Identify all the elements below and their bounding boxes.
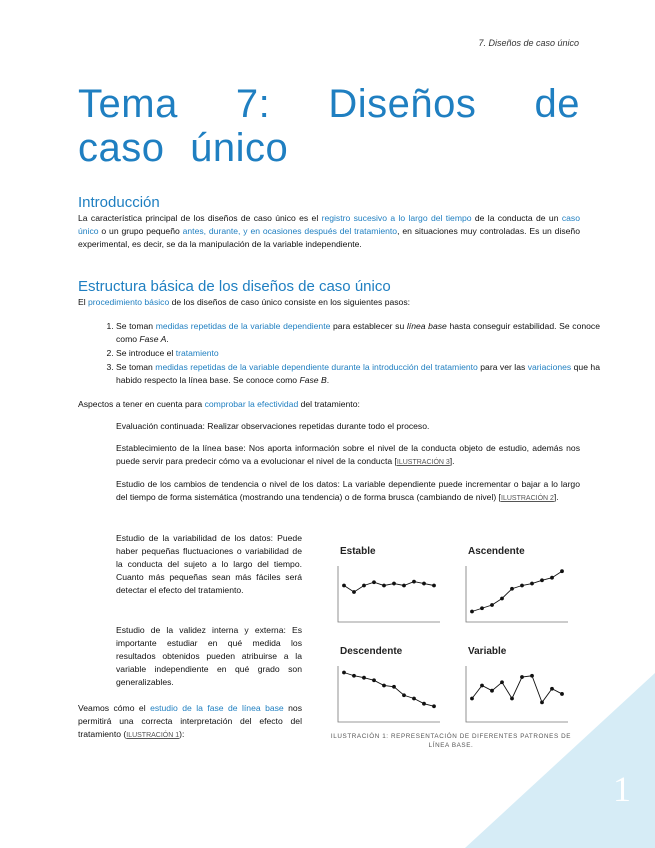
data-point [470,610,474,614]
data-point [402,693,406,697]
data-point [422,582,426,586]
data-point [520,675,524,679]
panel-axes [466,666,568,722]
data-point [362,584,366,588]
data-point [342,671,346,675]
data-point [382,684,386,688]
data-point [392,582,396,586]
panel-label: Variable [468,646,507,657]
data-point [560,692,564,696]
panel-axes [466,566,568,622]
page-number: 1 [613,769,631,809]
structure-heading: Estructura básica de los diseños de caso único [78,278,391,295]
data-point [412,580,416,584]
data-point [342,584,346,588]
data-point [500,597,504,601]
series-line [344,582,434,592]
data-point [372,580,376,584]
closing-paragraph: Veamos cómo el estudio de la fase de línea base nos permitirá una correcta interpretación del efecto del tratamiento (ILUSTRACIÓN 1): [78,703,302,739]
steps-list [96,320,600,388]
figure-reference-link[interactable]: ILUSTRACIÓN 3 [396,459,450,466]
panel-label: Estable [340,546,376,557]
data-point [372,678,376,682]
page-title: Tema 7: Diseños de caso único [78,82,580,170]
data-point [500,680,504,684]
data-point [510,697,514,701]
aspect-evaluation: Evaluación continuada: Realizar observaciones repetidas durante todo el proceso. [116,421,430,431]
panel-label: Ascendente [468,546,525,557]
running-header: 7. Diseños de caso único [478,38,579,48]
data-point [402,584,406,588]
structure-intro: El procedimiento básico de los diseños de caso único consiste en los siguientes pasos: [78,297,411,307]
data-point [560,569,564,573]
data-point [510,587,514,591]
data-point [432,584,436,588]
panel-estable [338,546,440,622]
data-point [422,702,426,706]
panel-label: Descendente [340,646,403,657]
intro-heading: Introducción [78,194,160,211]
data-point [530,582,534,586]
baseline-patterns-figure [322,530,580,730]
data-point [530,674,534,678]
list-item: 3. Se toman medidas repetidas de la variable dependiente durante la introducción del tratamiento para ver las variaciones que ha habido respecto la línea base. Se conoce como Fase B. [116,361,600,387]
aspects-intro: Aspectos a tener en cuenta para comprobar la efectividad del tratamiento: [78,399,360,409]
aspect-variability: Estudio de la variabilidad de los datos: Puede haber pequeñas fluctuaciones o variabilidad de la conducta del sujeto a lo largo del tiempo. Cuanto más pequeñas sean más fáciles será detectar el efecto del tratamiento. [116,533,302,595]
data-point [490,603,494,607]
data-point [352,590,356,594]
data-point [480,684,484,688]
figure-reference-link[interactable]: ILUSTRACIÓN 1 [126,732,180,739]
aspect-validity: Estudio de la validez interna y externa: Es importante estudiar en qué medida los resultados obtenidos pueden atribuirse a la variable independiente en qué grado son generalizables. [116,625,302,687]
data-point [392,685,396,689]
series-line [344,673,434,707]
series-line [472,571,562,611]
data-point [550,576,554,580]
aspect-trend: Estudio de los cambios de tendencia o nivel de los datos: La variable dependiente puede incrementar o bajar a lo largo del tiempo de forma sistemática (mostrando una tendencia) o de forma brusca (cambiando de nivel) [ILUSTRACIÓN 2]. [116,479,580,502]
intro-paragraph: La característica principal de los diseños de caso único es el registro sucesivo a lo largo del tiempo de la conducta de un caso único o un grupo pequeño antes, durante, y en ocasiones después del tratamiento, en situaciones muy controladas. Es un diseño experimental, es decir, se da la manipulación de la variable independiente. [78,213,580,249]
data-point [540,701,544,705]
data-point [550,687,554,691]
data-point [352,674,356,678]
figure-reference-link[interactable]: ILUSTRACIÓN 2 [501,495,554,502]
panel-axes [338,566,440,622]
data-point [470,697,474,701]
data-point [540,578,544,582]
panel-variable [466,646,568,722]
data-point [382,584,386,588]
list-item: 1. Se toman medidas repetidas de la variable dependiente para establecer su línea base hasta conseguir estabilidad. Se conoce como Fase A. [116,320,600,346]
series-line [472,676,562,703]
list-item: 2. Se introduce el tratamiento [116,347,600,360]
data-point [412,697,416,701]
data-point [432,704,436,708]
panel-descendente [338,646,440,722]
figure-caption: ILUSTRACIÓN 1: REPRESENTACIÓN DE DIFERENTES PATRONES DE LÍNEA BASE. [330,733,572,749]
data-point [362,676,366,680]
aspect-baseline: Establecimiento de la línea base: Nos aporta información sobre el nivel de la conducta objeto de estudio, además nos puede servir para predecir cómo va a evolucionar el nivel de la conducta [ILUSTRACIÓN 3]. [116,443,580,466]
data-point [520,584,524,588]
data-point [480,606,484,610]
data-point [490,689,494,693]
panel-ascendente [466,546,568,622]
